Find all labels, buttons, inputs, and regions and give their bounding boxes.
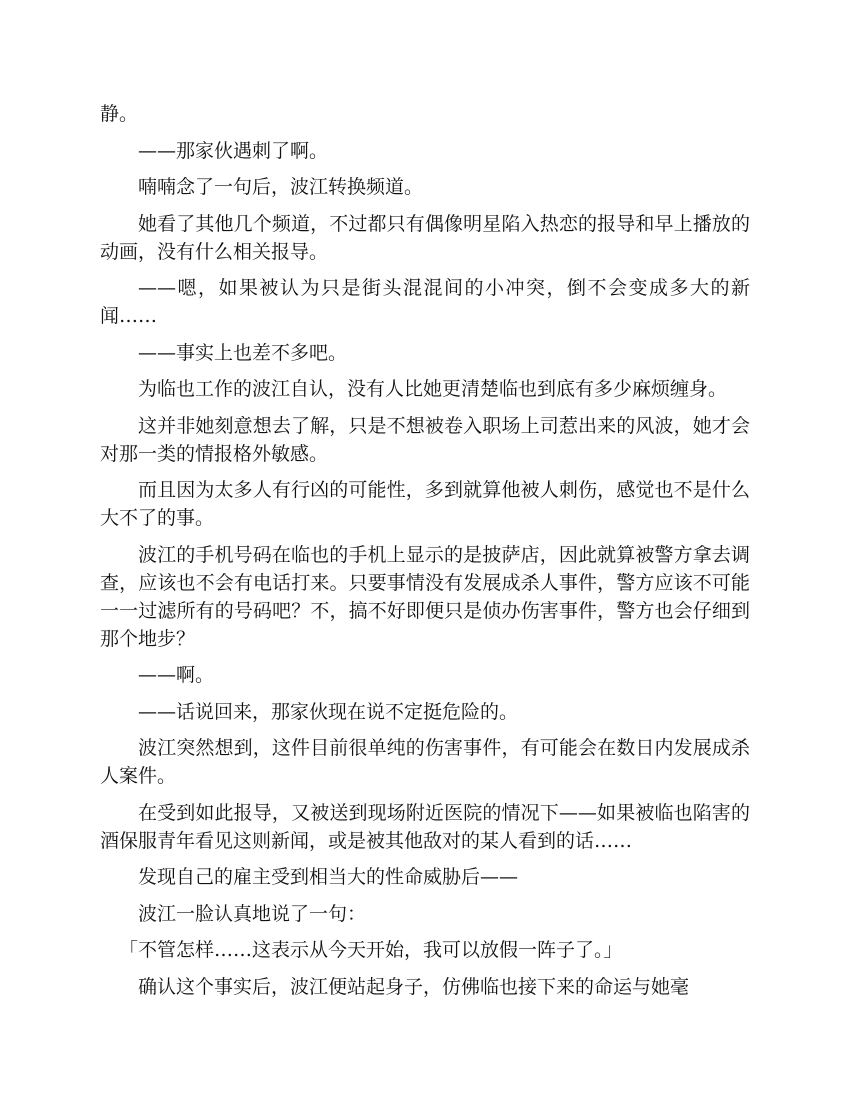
paragraph: ——话说回来，那家伙现在说不定挺危险的。 <box>138 700 519 723</box>
paragraph: ——那家伙遇刺了啊。 <box>138 139 329 162</box>
paragraph: 确认这个事实后，波江便站起身子，仿佛临也接下来的命运与她毫 <box>138 975 690 998</box>
paragraph: 喃喃念了一句后，波江转换频道。 <box>138 176 424 198</box>
paragraph: 而且因为太多人有行凶的可能性，多到就算他被人刺伤，感觉也不是什么大不了的事。 <box>100 479 750 529</box>
paragraph: 波江的手机号码在临也的手机上显示的是披萨店，因此就算被警方拿去调查，应该也不会有电话打来。只要事情没有发展成杀人事件，警方应该不可能一一过滤所有的号码吧？不，搞不好即便只是侦办伤害事件，警方也会仔细到那个地步？ <box>100 543 750 650</box>
paragraph: 这并非她刻意想去了解，只是不想被卷入职场上司惹出来的风波，她才会对那一类的情报格外敏感。 <box>100 414 750 465</box>
paragraph: 静。 <box>100 103 139 125</box>
paragraph: 在受到如此报导，又被送到现场附近医院的情况下——如果被临也陷害的酒保服青年看见这则新闻，或是被其他敌对的某人看到的话…… <box>100 801 750 852</box>
paragraph: 为临也工作的波江自认，没有人比她更清楚临也到底有多少麻烦缠身。 <box>138 378 728 400</box>
document-body <box>100 100 750 1009</box>
paragraph: 波江突然想到，这件目前很单纯的伤害事件，有可能会在数日内发展成杀人案件。 <box>100 737 750 787</box>
paragraph: 发现自己的雇主受到相当大的性命威胁后—— <box>138 866 519 888</box>
paragraph: 波江一脸认真地说了一句： <box>138 902 367 925</box>
paragraph: ——事实上也差不多吧。 <box>138 341 348 364</box>
quoted-dialogue: 「不管怎样……这表示从今天开始，我可以放假一阵子了。」 <box>119 939 623 961</box>
paragraph: ——啊。 <box>138 664 215 686</box>
paragraph: ——嗯，如果被认为只是街头混混间的小冲突，倒不会变成多大的新闻…… <box>100 277 750 327</box>
paragraph: 她看了其他几个频道，不过都只有偶像明星陷入热恋的报导和早上播放的动画，没有什么相关报导。 <box>100 212 750 263</box>
